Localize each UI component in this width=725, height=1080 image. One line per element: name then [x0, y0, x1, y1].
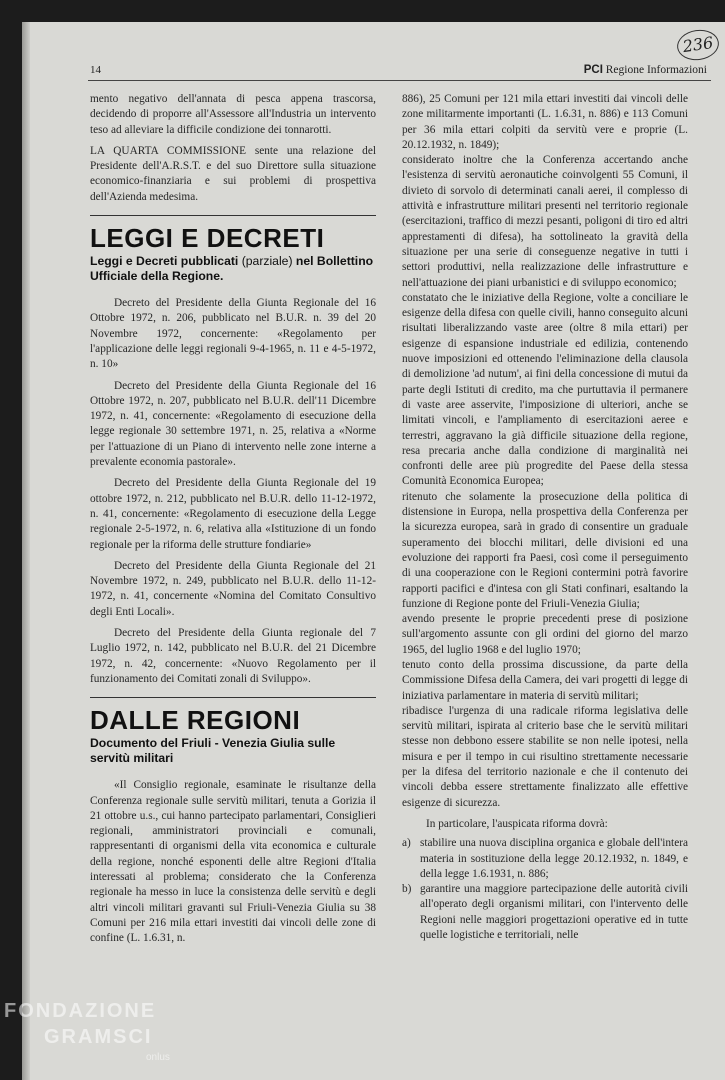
list-item — [402, 836, 688, 882]
body-paragraph: avendo presente le proprie precedenti prese di posizione sull'argomento assunte con gli ordini del giorno del marzo 1965, del luglio 1968 e del luglio 1970; — [402, 613, 688, 656]
watermark-line-2: GRAMSCI — [44, 1026, 153, 1048]
decree-paragraph: Decreto del Presidente della Giunta Regionale del 21 Novembre 1972, n. 249, pubblicato nel B.U.R. dello 11-12-1972, n. 41, concernente «Nomina del Comitato Consultivo degli Enti Locali». — [90, 559, 376, 618]
section-title-regioni: DALLE REGIONI — [90, 705, 301, 736]
running-header — [584, 64, 707, 76]
section-subtitle-leggi: Leggi e Decreti pubblicati (parziale) nel Bollettino Ufficiale della Regione. — [90, 254, 374, 284]
commission-paragraph: LA QUARTA COMMISSIONE sente una relazione del Presidente dell'A.R.S.T. e del suo Direttore sulla situazione economico-finanziaria e sui problemi di prospettiva dell'Azienda medesima. — [90, 144, 376, 203]
section-divider — [90, 697, 376, 698]
page-number: 14 — [90, 64, 101, 76]
body-paragraph: constatato che le iniziative della Regione, volte a conciliare le esigenze della difesa con quelle civili, hanno conseguito alcuni risultati liberalizzando vaste aree (oltre 8 mila ettari) per esigenze di espansione industriale ed edilizia, contenendo nuove imposizioni ed ottenendo l'eliminazione della clausola di demolizione 'ad nutum', ai fini della concessione di mutui da parte degli Istituti di credito, ma che purtuttavia il permanere di vaste aree asservite, l'imposizione di ulteriori, anche se limitati vincoli, e l'ampliamento di esercitazioni aeree e terrestri, aggravano la già difficile situazione della regione, resa precaria anche dalla condizione di marginalità nei confronti delle aree più progredite del Paese della stessa Comunità Economica Europea; — [402, 291, 688, 488]
header-brand: PCI — [583, 64, 603, 76]
list-item — [402, 882, 688, 943]
decree-paragraph: Decreto del Presidente della Giunta regionale del 7 Luglio 1972, n. 142, pubblicato nel B.U.R. del 21 Dicembre 1972, n. 42, concernente: «Nuovo Regolamento per il funzionamento dei Comitati zonali di Sviluppo». — [90, 627, 376, 685]
intro-paragraph: mento negativo dell'annata di pesca appena trascorsa, decidendo di proporre all'Assessore all'Industria un intervento teso ad alleviare la difficile condizione dei tonnarotti. — [90, 93, 376, 136]
page — [22, 22, 725, 1080]
handwritten-page-number: 236 — [675, 27, 721, 63]
body-paragraph: ritenuto che solamente la prosecuzione della politica di distensione in Europa, nella prospettiva della Conferenza per la sicurezza europea, sarà in grado di consentire un graduale superamento dei blocchi militari, delle divisioni ed una evoluzione dei rapporti fra Paesi, così come il perseguimento di una cooperazione con le Regioni contermini potrà favorire rapporti pacifici e d'intesa con gli Stati confinari, esaltando la funzione di Regione ponte del Friuli-Venezia Giulia; — [402, 490, 688, 610]
document-intro-paragraph: «Il Consiglio regionale, esaminate le risultanze della Conferenza regionale sulle servitù militari, tenuta a Gorizia il 21 ottobre u.s., cui hanno partecipato parlamentari, Consiglieri regionali, amministratori provinciali e comunali, rappresentanti di organismi della vita economica e culturale della regione, nonché esponenti delle altre Regioni d'Italia interessati al problema; considerato che la Conferenza regionale ha messo in luce la consistenza delle servitù e degli altri vincoli militari gravanti sul Friuli-Venezia Giulia su 38 Comuni per 216 mila ettari investiti dai vincoli delle zone di confine (L. 1.6.31, n. — [90, 779, 376, 945]
section-subtitle-regioni: Documento del Friuli - Venezia Giulia sulle servitù militari — [90, 736, 336, 766]
archive-watermark — [4, 1000, 170, 1063]
watermark-line-1: FONDAZIONE — [4, 1000, 157, 1022]
header-rule — [88, 80, 711, 81]
left-column — [90, 92, 376, 952]
list-item-text: stabilire una nuova disciplina organica e globale dell'intera materia in sostituzione della legge 20.12.1932, n. 1849, e della legge 1.6.1931, n. 886; — [420, 837, 688, 880]
body-paragraph: 886), 25 Comuni per 121 mila ettari investiti dai vincoli delle zone militarmente importanti (L. 1.6.31, n. 886) e 113 Comuni per 36 mila ettari colpiti da servitù vere e proprie (L. 20.12.1932, n. 1849); — [402, 93, 688, 151]
body-paragraph: ribadisce l'urgenza di una radicale riforma legislativa delle servitù militari, ispirata al criterio base che le servitù militari stesse non debbono essere stabilite se non nelle ipotesi, nella misura e per il tempo in cui risultino strettamente necessarie per la difesa del territorio nazionale e che il contenuto dei vincoli debba essere strettamente finalizzato alle effettive esigenze di sicurezza. — [402, 704, 688, 809]
particolare-paragraph: In particolare, l'auspicata riforma dovrà: — [426, 817, 608, 830]
list-item-label: b) — [402, 883, 412, 896]
section-title-leggi: LEGGI E DECRETI — [90, 223, 325, 254]
watermark-line-3: onlus — [146, 1052, 170, 1063]
list-item-text: garantire una maggiore partecipazione delle autorità civili all'operato degli organismi militari, con l'intervento delle Regioni nelle maggiori progettazioni operative ed in tutte quelle logistiche e territoriali, nelle — [420, 883, 688, 942]
header-publication: Regione Informazioni — [605, 64, 707, 76]
decree-paragraph: Decreto del Presidente della Giunta Regionale del 16 Ottobre 1972, n. 207, pubblicato nel B.U.R. dell'11 Dicembre 1972, n. 41, concernente: «Regolamento di esecuzione della legge regionale 30 settembre 1971, n. 25, relativa a «Norme per l'attuazione di un Piano di intervento nelle zone interne a prevalente economia pastorale». — [90, 379, 376, 469]
binding-edge — [22, 22, 30, 1080]
decree-paragraph: Decreto del Presidente della Giunta Regionale del 19 ottobre 1972, n. 212, pubblicato nel B.U.R. dello 11-12-1972, n. 41, concernente: «Regolamento di esecuzione della Legge regionale 2-5-1972, n. 6, relativa alla «Istituzione di un fondo regionale per la riforma delle strutture fondiarie» — [90, 477, 376, 551]
section-divider — [90, 215, 376, 216]
list-item-label: a) — [402, 837, 411, 850]
decree-paragraph: Decreto del Presidente della Giunta Regionale del 16 Ottobre 1972, n. 206, pubblicato nel B.U.R. n. 39 del 20 Novembre 1972, concernente: «Regolamento per l'applicazione delle leggi regionali 9-4-1965, n. 11 e 4-5-1972, n. 10» — [90, 297, 376, 371]
right-column — [402, 92, 688, 943]
body-paragraph: tenuto conto della prossima discussione, da parte della Commissione Difesa della Camera, dei vari progetti di legge di iniziativa parlamentare in materia di servitù militari; — [402, 658, 688, 702]
body-paragraph: considerato inoltre che la Conferenza accertando anche l'esistenza di servitù aeronautiche coinvolgenti 55 Comuni, il divieto di sorvolo di determinati canali aerei, il complesso di attività e infrastrutture militari presenti nel territorio regionale (esercitazioni, traffico di mezzi pesanti, poligoni di tiro ed altri apprestamenti di difesa), ha sottolineato la gravità della situazione per una serie di conseguenze negative in tutti i settori produttivi, nella realizzazione delle infrastrutture e nell'attuazione dei piani urbanistici e di sviluppo economico; — [402, 154, 688, 289]
